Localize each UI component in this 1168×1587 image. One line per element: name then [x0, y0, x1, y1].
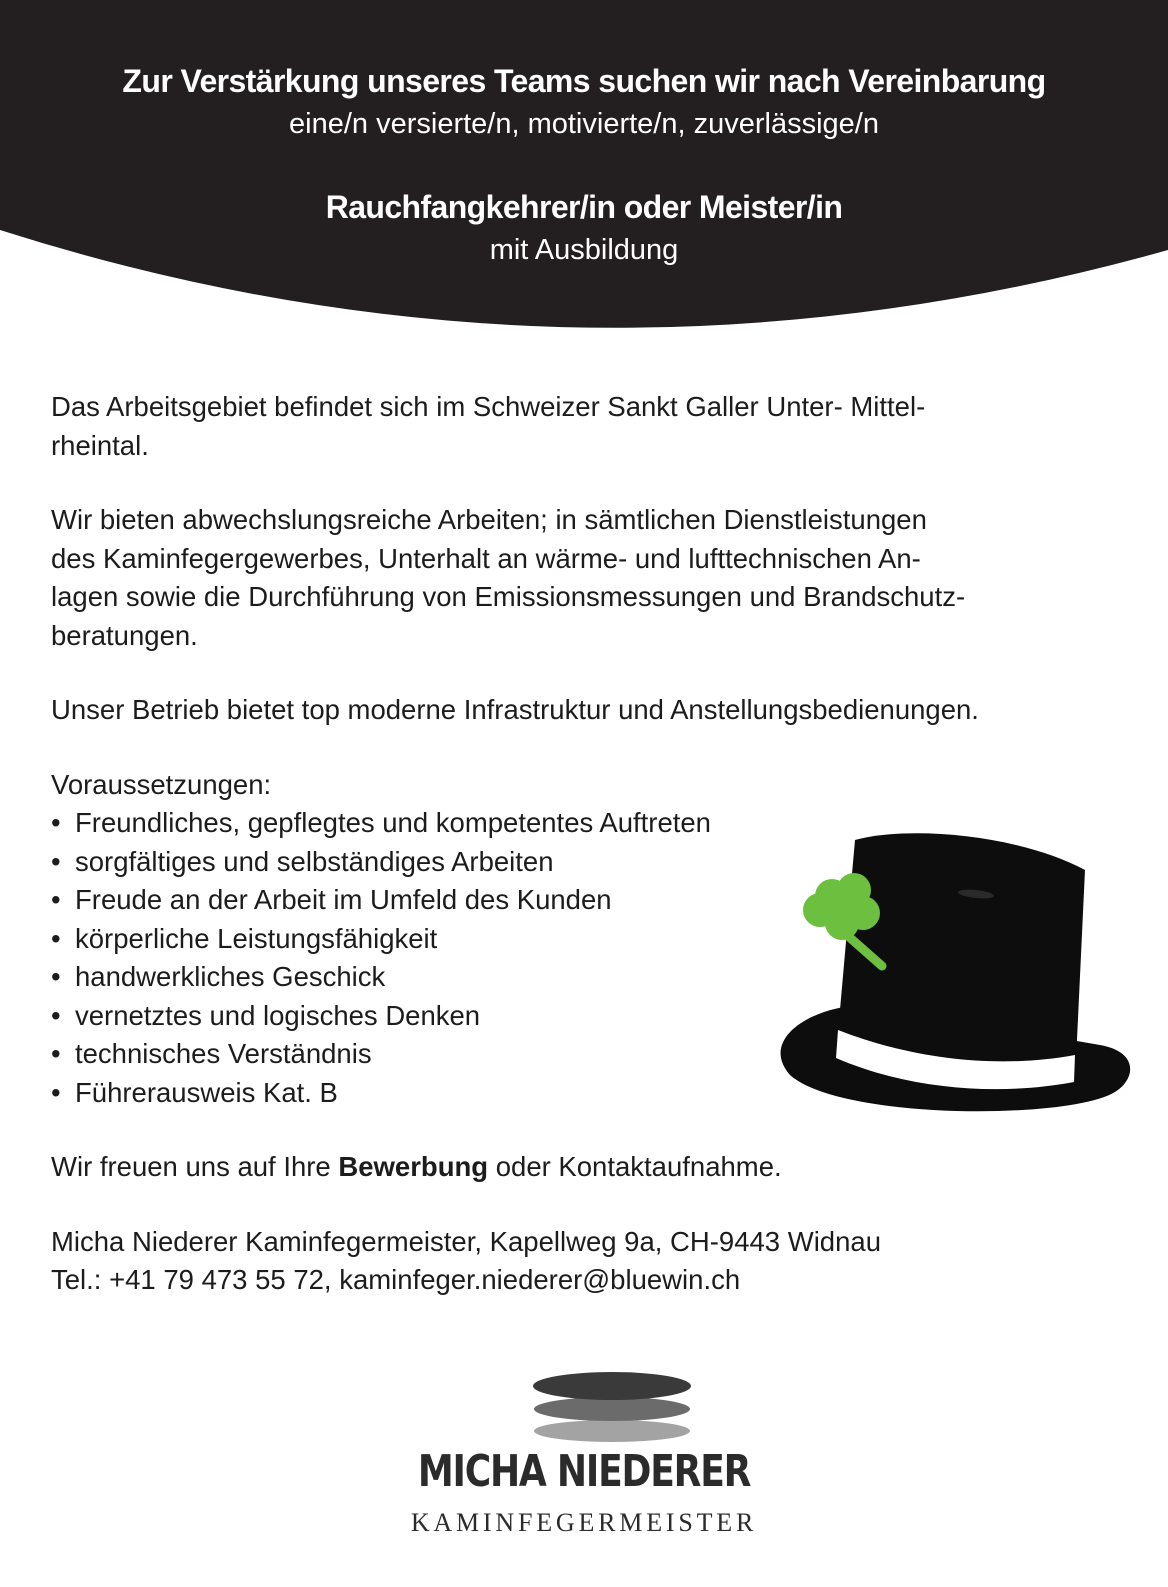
list-item: • körperliche Leistungsfähigkeit	[51, 922, 438, 954]
list-item: • vernetztes und logisches Denken	[51, 999, 481, 1031]
position-subtitle: mit Ausbildung	[489, 234, 679, 266]
logo-subtitle: KAMINFEGERMEISTER	[410, 1508, 758, 1537]
list-item: • handwerkliches Geschick	[51, 961, 386, 992]
header-qualities-line: eine/n versierte/n, motivierte/n, zuverlässige/n	[289, 108, 879, 140]
contact-block	[51, 1223, 1131, 1300]
stacked-discs-logo-icon	[528, 1368, 696, 1448]
top-hat-with-clover-icon	[770, 830, 1140, 1130]
offer-paragraph: Wir bieten abwechslungsreiche Arbeiten; in sämtlichen Dienstleistungen des Kaminfegergewerbes, Unterhalt an wärme- und lufttechnischen An- lagen sowie die Durchführung von Emissionsmessungen und Brandschutz- beratungen.	[51, 504, 966, 651]
company-offer-paragraph: Unser Betrieb bietet top moderne Infrastruktur und Anstellungsbedienungen.	[51, 694, 979, 725]
list-item: • Führerausweis Kat. B	[51, 1076, 338, 1108]
list-item: • sorgfältiges und selbständiges Arbeiten	[51, 845, 554, 877]
list-item: • technisches Verständnis	[51, 1038, 372, 1069]
closing-highlight: Bewerbung	[338, 1151, 489, 1182]
list-item: • Freude an der Arbeit im Umfeld des Kunden	[51, 884, 612, 915]
header	[0, 58, 1168, 270]
contact-phone-email: Tel.: +41 79 473 55 72, kaminfeger.niederer@bluewin.ch	[51, 1264, 741, 1295]
position-title: Rauchfangkehrer/in oder Meister/in	[325, 189, 843, 225]
requirements-title: Voraussetzungen:	[51, 768, 272, 800]
list-item: • Freundliches, gepflegtes und kompetentes Auftreten	[51, 807, 711, 838]
work-area-paragraph: Das Arbeitsgebiet befindet sich im Schweizer Sankt Galler Unter- Mittel- rheintal.	[51, 391, 926, 461]
contact-address: Micha Niederer Kaminfegermeister, Kapellweg 9a, CH-9443 Widnau	[51, 1225, 881, 1257]
closing-paragraph: Wir freuen uns auf Ihre Bewerbung oder Kontaktaufnahme.	[51, 1151, 782, 1182]
clover-icon	[803, 873, 882, 966]
header-intro-line: Zur Verstärkung unseres Teams suchen wir nach Vereinbarung	[122, 63, 1046, 99]
logo-company-name: MICHA NIEDERER	[417, 1446, 751, 1497]
